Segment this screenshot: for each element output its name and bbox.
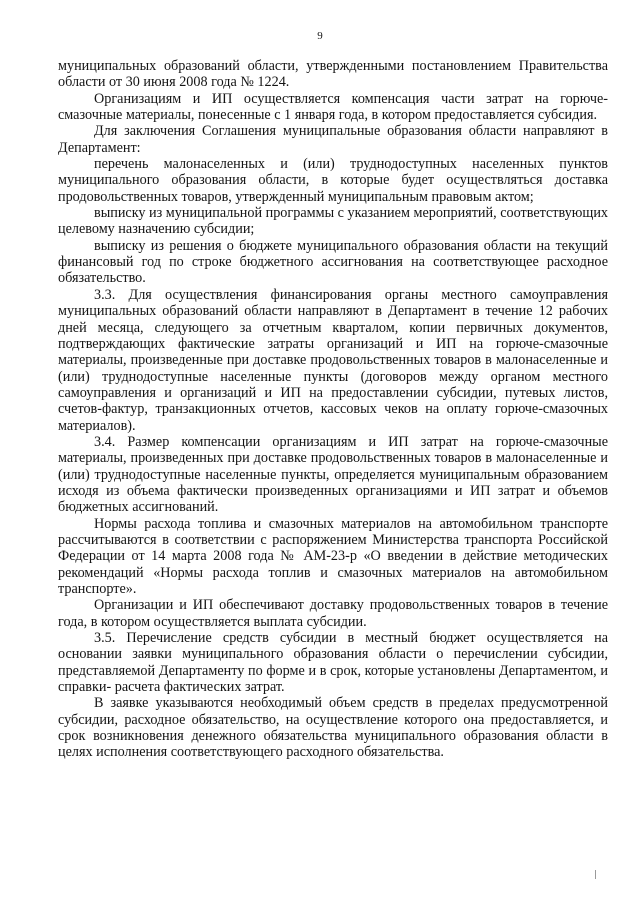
paragraph: Для заключения Соглашения муниципальные образования области направляют в Департамент: [58, 123, 608, 156]
clause-3-3: 3.3. Для осуществления финансирования органы местного самоуправления муниципальных образований области направляют в Департамент в течение 12 рабочих дней месяца, следующего за отчетным кварталом, копии первичных документов, подтверждающих фактические затраты организаций и ИП на горюче-смазочные материалы, произведенные при доставке продовольственных товаров в малонаселенные и (или) труднодоступные населенные пункты (договоров между органом местного самоуправления и организаций и ИП на предоставлении субсидии, путевых листов, счетов-фактур, транзакционных отчетов, кассовых чеков на оплату горюче-смазочных материалов). [58, 286, 608, 434]
list-paragraph: выписку из решения о бюджете муниципального образования области на текущий финансовый год по строке бюджетного ассигнования на соответствующее расходное обязательство. [58, 237, 608, 287]
paragraph: Организациям и ИП осуществляется компенсация части затрат на горюче-смазочные материалы, понесенные с 1 января года, в котором предоставляется субсидия. [58, 90, 608, 124]
paragraph: Организации и ИП обеспечивают доставку продовольственных товаров в течение года, в котором осуществляется выплата субсидии. [58, 597, 608, 630]
paragraph: Нормы расхода топлива и смазочных материалов на автомобильном транспорте рассчитываются в соответствии с распоряжением Министерства транспорта Российской Федерации от 14 марта 2008 года № АМ-23-р «О введении в действие методических рекомендаций «Нормы расхода топлив и смазочных материалов на автомобильном транспорте». [58, 515, 608, 597]
clause-3-4: 3.4. Размер компенсации организациям и ИП затрат на горюче-смазочные материалы, произведенных при доставке продовольственных товаров в малонаселенные и (или) труднодоступные населенные пункты, определяется муниципальным образованием исходя из объема фактически произведенных организациями и ИП затрат и объемов бюджетных ассигнований. [58, 433, 608, 516]
list-paragraph: выписку из муниципальной программы с указанием мероприятий, соответствующих целевому назначению субсидии; [58, 205, 609, 238]
paragraph: В заявке указываются необходимый объем средств в пределах предусмотренной субсидии, расходное обязательство, на осуществление которого она предоставляется, и срок возникновения денежного обязательства муниципального образования области в целях исполнения соответствующего расходного обязательства. [58, 695, 608, 761]
page-number: 9 [317, 30, 323, 42]
paragraph-continuation: муниципальных образований области, утвержденными постановлением Правительства области от 30 июня 2008 года № 1224. [58, 58, 608, 91]
body-text [58, 58, 608, 761]
scan-mark [595, 870, 596, 879]
clause-3-5: 3.5. Перечисление средств субсидии в местный бюджет осуществляется на основании заявки муниципального образования области о перечислении субсидии, представляемой Департаменту по форме и в срок, которые установлены Департаментом, и справки- расчета фактических затрат. [58, 630, 608, 696]
list-paragraph: перечень малонаселенных и (или) труднодоступных населенных пунктов муниципального образования области, в которые будет осуществляться доставка продовольственных товаров, утвержденный муниципальным правовым актом; [58, 156, 608, 205]
